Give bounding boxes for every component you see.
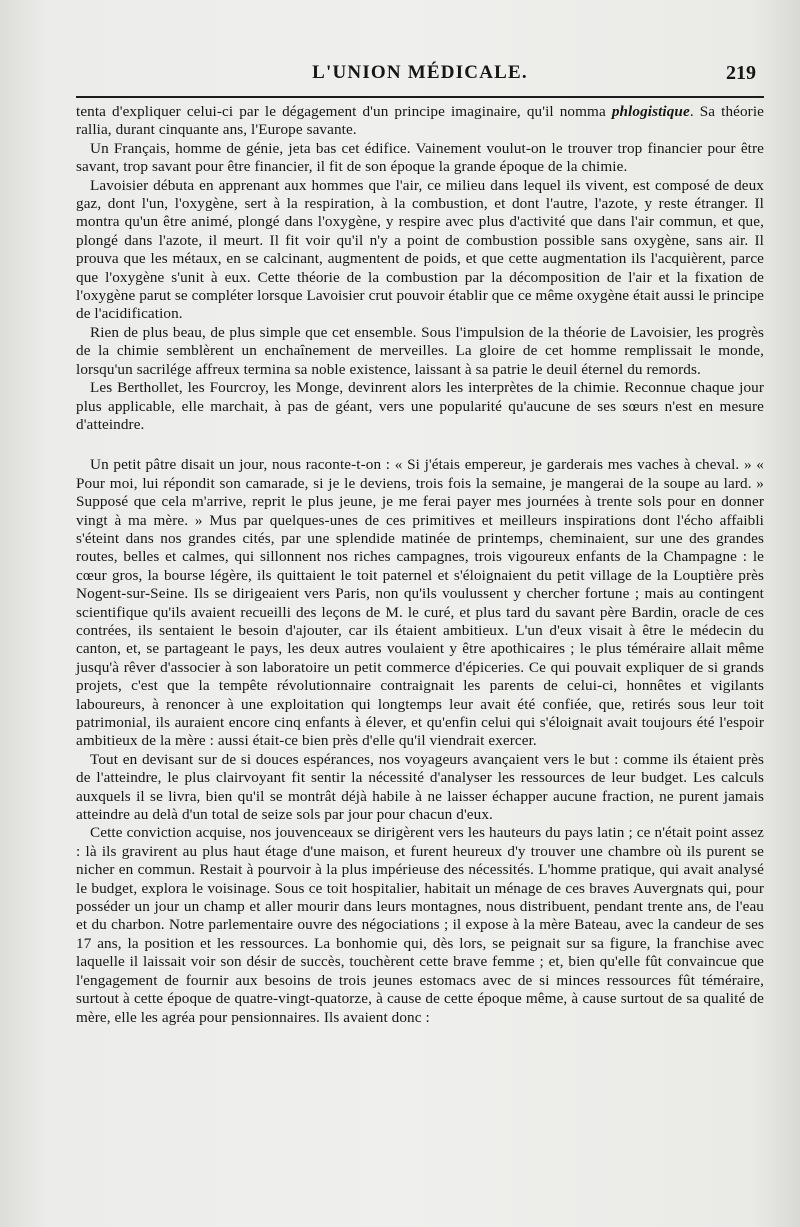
section-break (76, 434, 764, 456)
term-phlogistique: phlogistique (611, 103, 690, 120)
paragraph-4: Rien de plus beau, de plus simple que cet ensemble. Sous l'impulsion de la théorie de Lavoisier, les progrès de la chimie semblèrent un enchaînement de merveilles. La gloire de cet homme remplissait le monde, lorsqu'un sacrilége affreux termina sa noble existence, laissant à sa patrie le deuil éternel du remords. (76, 323, 764, 378)
page-number: 219 (726, 62, 756, 84)
paragraph-7: Tout en devisant sur de si douces espérances, nos voyageurs avançaient vers le but : comme ils étaient près de l'atteindre, le plus clairvoyant fit sentir la nécessité d'analyser les ressources de leur budget. Les calculs auxquels il se livra, bien qu'il se montrât déjà habile à ne laisser échapper aucune fraction, ne purent jamais atteindre au delà d'un total de seize sols par jour pour chacun d'eux. (76, 750, 764, 824)
paragraph-3: Lavoisier débuta en apprenant aux hommes que l'air, ce milieu dans lequel ils vivent, est composé de deux gaz, dont l'un, l'oxygène, sert à la respiration, à la combustion, et dont l'autre, l'azote, y reste étranger. Il montra qu'un être animé, plongé dans l'oxygène, y respire avec plus d'activité que dans l'air commun, et que, plongé dans l'azote, il meurt. Il fit voir qu'il n'y a point de combustion possible sans oxygène, sans air. Il prouva que les métaux, en se calcinant, augmentent de poids, et que cette augmentation ils l'acquièrent, parce que l'oxygène s'unit à eux. Cette théorie de la combustion par la décomposition de l'air et la fixation de l'oxygène parut se compléter lorsque Lavoisier crut pouvoir établir que ce même oxygène était aussi le principe de l'acidification. (76, 176, 764, 323)
running-title: L'UNION MÉDICALE. (312, 62, 528, 83)
article-body (76, 103, 764, 1027)
paragraph-1 (76, 103, 764, 140)
page-header (78, 60, 762, 94)
header-rule (76, 96, 764, 98)
paragraph-1-before: tenta d'expliquer celui-ci par le dégagement d'un principe imaginaire, qu'il nomma (76, 103, 612, 120)
paragraph-6: Un petit pâtre disait un jour, nous raconte-t-on : « Si j'étais empereur, je garderais mes vaches à cheval. » « Pour moi, lui répondit son camarade, si je le deviens, trois fois la semaine, je mangerai de la soupe au lard. » Supposé que cela m'arrive, reprit le plus jeune, je me ferai payer mes journées à trente sols pour en donner vingt à ma mère. » Mus par quelques-unes de ces primitives et meilleurs inspirations dont l'écho affaibli s'éteint dans nos grandes cités, par une splendide matinée de printemps, cheminaient, sur une des grandes routes, belles et calmes, qui sillonnent nos riches campagnes, trois vigoureux enfants de la Champagne : le cœur gros, la bourse légère, ils quittaient le toit paternel et s'éloignaient du petit village de la Louptière près Nogent-sur-Seine. Ils se dirigeaient vers Paris, non qu'ils voulussent y chercher fortune ; mais au contingent scientifique qu'ils avaient recueilli des leçons de M. le curé, et plus tard du savant père Bardin, oracle de ces contrées, ils sentaient le besoin d'ajouter, car ils étaient ambitieux. L'un d'eux visait à être le médecin du canton, et, se partageant le pays, les deux autres voulaient y être apothicaires ; le plus téméraire allait même jusqu'à rêver d'associer à son laboratoire un petit commerce d'épiceries. Ce qui pouvait expliquer de si grands projets, c'est que la tempête révolutionnaire contraignait les parents de celui-ci, honnêtes et vigilants laboureurs, à renoncer à une exploitation qui longtemps leur avait été confiée, que, retirés sous leur toit patrimonial, ils auraient encore cinq enfants à élever, et qu'enfin celui qui s'éloignait avait toujours été l'espoir ambitieux de la mère : aussi était-ce bien près d'elle qu'il viendrait exercer. (76, 456, 764, 750)
paragraph-8: Cette conviction acquise, nos jouvenceaux se dirigèrent vers les hauteurs du pays latin ; ce n'était point assez : là ils gravirent au plus haut étage d'une maison, et furent heureux d'y trouver une chambre où ils purent se nicher en commun. Restait à pourvoir à la plus impérieuse des nécessités. L'homme pratique, qui avait analysé le budget, explora le voisinage. Sous ce toit hospitalier, habitait un ménage de ces braves Auvergnats qui, pour posséder un jour un champ et aller mourir dans leurs montagnes, nous distribuent, pendant trente ans, de l'eau et du charbon. Notre parlementaire ouvre des négociations ; il expose à la mère Bateau, avec la candeur de ses 17 ans, la position et les ressources. La bonhomie qui, dès lors, se peignait sur sa figure, la franchise avec laquelle il laissait voir son désir de succès, touchèrent cette brave femme ; et, bien qu'elle fût convaincue que l'engagement de fournir aux besoins de trois jeunes estomacs avec de si minces ressources fût téméraire, surtout à cette époque de quatre-vingt-quatorze, à cause de cette époque même, à cause surtout de sa qualité de mère, elle les agréa pour pensionnaires. Ils avaient donc : (76, 824, 764, 1026)
paragraph-2: Un Français, homme de génie, jeta bas cet édifice. Vainement voulut-on le trouver trop financier pour être savant, trop savant pour être financier, il fit de son époque la grande époque de la chimie. (76, 139, 764, 176)
paragraph-5: Les Berthollet, les Fourcroy, les Monge, devinrent alors les interprètes de la chimie. Reconnue chaque jour plus applicable, elle marchait, à pas de géant, vers une popularité qu'aucune de ses sœurs n'est en mesure d'atteindre. (76, 379, 764, 433)
paragraph-1-after: . Sa théorie rallia, durant cinquante ans, l'Europe savante. (76, 103, 765, 139)
